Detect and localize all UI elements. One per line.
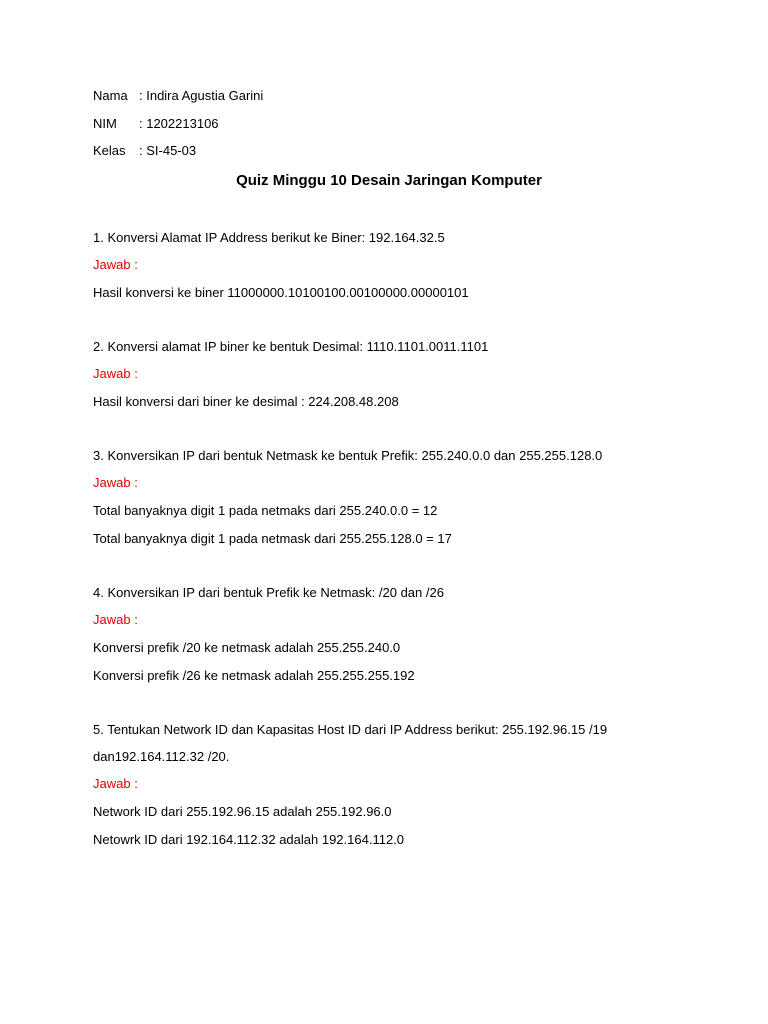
question-5-line-2: dan192.164.112.32 /20. [93, 749, 230, 764]
answer-label-3: Jawab : [93, 475, 138, 490]
name-row [93, 88, 263, 104]
kelas-label: Kelas [93, 143, 126, 158]
answer-label-2: Jawab : [93, 366, 138, 381]
name-label: Nama [93, 88, 128, 103]
question-3: 3. Konversikan IP dari bentuk Netmask ke bentuk Prefik: 255.240.0.0 dan 255.255.128.0 [93, 448, 603, 463]
question-2: 2. Konversi alamat IP biner ke bentuk Desimal: 1110.1101.0011.1101 [93, 339, 489, 354]
nim-value: : 1202213106 [139, 116, 219, 131]
answer-1-line-1: Hasil konversi ke biner 11000000.10100100.00100000.00000101 [93, 285, 469, 300]
kelas-value: : SI-45-03 [139, 143, 197, 158]
answer-3-line-1: Total banyaknya digit 1 pada netmaks dari 255.240.0.0 = 12 [93, 503, 438, 518]
answer-4-line-2: Konversi prefik /26 ke netmask adalah 255.255.255.192 [93, 668, 415, 683]
question-5-line-1: 5. Tentukan Network ID dan Kapasitas Host ID dari IP Address berikut: 255.192.96.15 /19 [93, 722, 608, 737]
question-1: 1. Konversi Alamat IP Address berikut ke Biner: 192.164.32.5 [93, 230, 445, 245]
question-4: 4. Konversikan IP dari bentuk Prefik ke Netmask: /20 dan /26 [93, 585, 444, 600]
page-title: Quiz Minggu 10 Desain Jaringan Komputer [236, 172, 542, 189]
answer-5-line-2: Netowrk ID dari 192.164.112.32 adalah 192.164.112.0 [93, 832, 405, 847]
answer-4-line-1: Konversi prefik /20 ke netmask adalah 255.255.240.0 [93, 640, 401, 655]
nim-row [93, 116, 219, 132]
answer-3-line-2: Total banyaknya digit 1 pada netmask dari 255.255.128.0 = 17 [93, 531, 452, 546]
kelas-row [93, 143, 196, 159]
name-value: : Indira Agustia Garini [139, 88, 264, 103]
answer-2-line-1: Hasil konversi dari biner ke desimal : 224.208.48.208 [93, 394, 399, 409]
nim-label: NIM [93, 116, 117, 131]
answer-label-1: Jawab : [93, 257, 138, 272]
answer-label-4: Jawab : [93, 612, 138, 627]
answer-5-line-1: Network ID dari 255.192.96.15 adalah 255.192.96.0 [93, 804, 392, 819]
answer-label-5: Jawab : [93, 776, 138, 791]
